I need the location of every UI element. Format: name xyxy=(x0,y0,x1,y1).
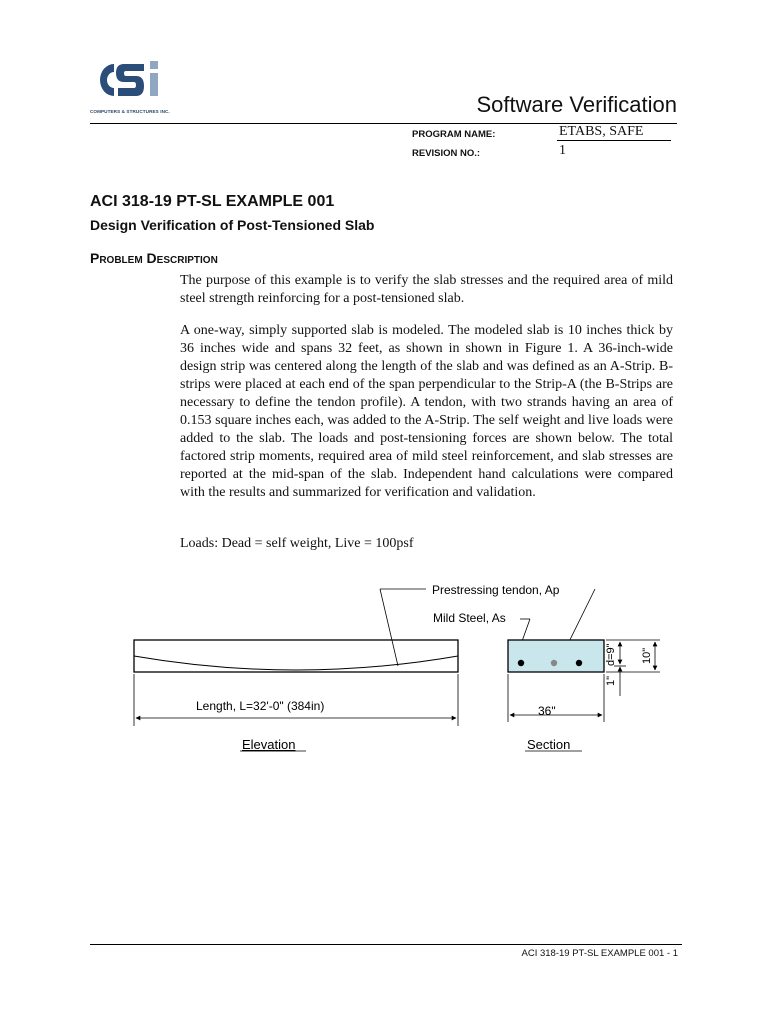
revision-label: REVISION NO.: xyxy=(412,148,481,159)
elevation-slab xyxy=(134,640,458,672)
section-rect xyxy=(508,640,604,672)
example-subtitle: Design Verification of Post-Tensioned Slab xyxy=(90,217,375,233)
paragraph-model: A one-way, simply supported slab is modeled. The modeled slab is 10 inches thick by 36 inches wide and spans 32 feet, as shown in shown in Figure 1. A 36-inch-wide design strip was centered along the length of the slab and was defined as an A-Strip. B-strips were placed at each end of the span perpendicular to the Strip-A (the B-Strips are necessary to define the tendon profile). A tendon, with two strands having an area of 0.153 square inches each, was added to the A-Strip. The self weight and live loads were added to the slab. The loads and post-tensioning forces are shown below. The total factored strip moments, required area of mild steel reinforcement, and slab stresses are reported at the mid-span of the slab. Independent hand calculations were compared with the results and summarized for verification and validation. xyxy=(180,323,673,500)
footer-rule xyxy=(90,944,682,945)
document-heading: Software Verification xyxy=(476,92,677,117)
mild-steel-bar-right xyxy=(576,660,582,666)
paragraph-loads: Loads: Dead = self weight, Live = 100psf xyxy=(180,536,414,551)
section-heading: Problem Description xyxy=(90,250,218,266)
caption-elevation: Elevation xyxy=(242,737,296,752)
thickness-label: 10" xyxy=(641,647,653,664)
cover-label: 1" xyxy=(605,675,617,686)
slab-figure xyxy=(120,578,680,758)
section-width-label: 36" xyxy=(538,704,556,718)
logo-tagline: COMPUTERS & STRUCTURES INC. xyxy=(90,109,170,114)
revision-value: 1 xyxy=(559,143,566,158)
example-title: ACI 318-19 PT-SL EXAMPLE 001 xyxy=(90,193,335,210)
caption-section: Section xyxy=(527,737,571,752)
logo-letter-i-stem xyxy=(150,73,158,96)
elevation-length-label: Length, L=32'-0" (384in) xyxy=(196,699,325,713)
footer-page-label: ACI 318-19 PT-SL EXAMPLE 001 - 1 xyxy=(521,948,678,959)
logo-letter-s xyxy=(116,64,144,96)
logo-letter-c xyxy=(100,64,114,96)
program-name-underline xyxy=(557,140,671,141)
logo-letter-i-dot xyxy=(150,61,158,69)
depth-label: d=9" xyxy=(605,643,617,666)
program-name-label: PROGRAM NAME: xyxy=(412,129,496,140)
paragraph-purpose: The purpose of this example is to verify the slab stresses and the required area of mild steel strength reinforcing for a post-tensioned slab. xyxy=(180,273,673,306)
program-name-value: ETABS, SAFE xyxy=(559,124,644,139)
mild-steel-bar-left xyxy=(518,660,524,666)
tendon-label: Prestressing tendon, Ap xyxy=(432,583,560,597)
tendon-strand xyxy=(551,660,557,666)
mild-steel-label: Mild Steel, As xyxy=(433,611,506,625)
